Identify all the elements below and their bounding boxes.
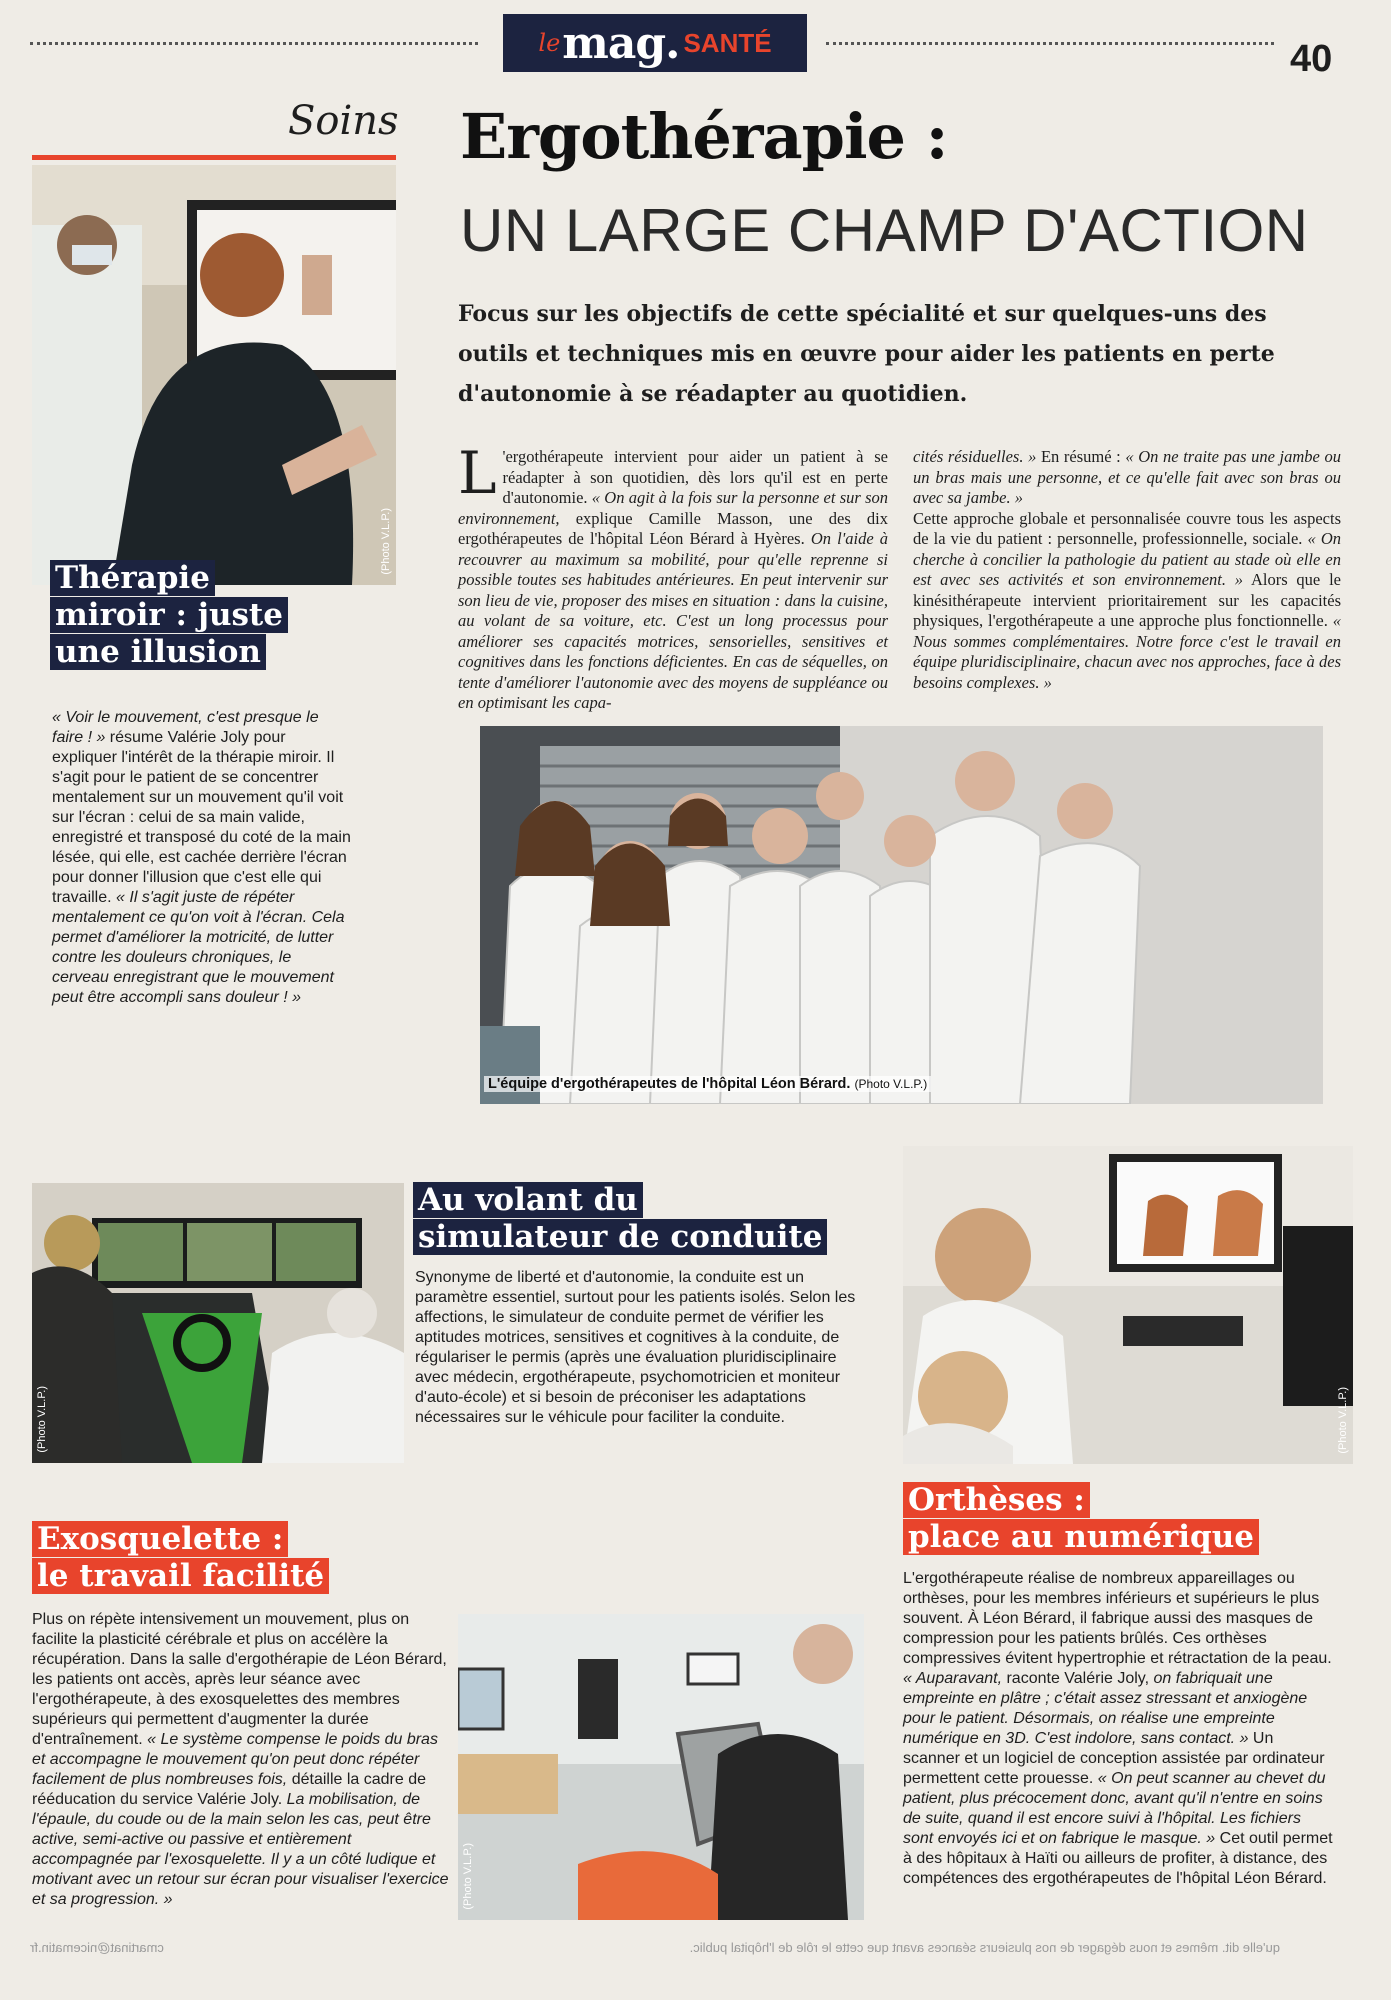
page-number: 40 (1290, 38, 1333, 80)
exoskeleton-photo (458, 1614, 864, 1920)
title-line: une illusion (50, 634, 266, 670)
masthead-section: SANTÉ (683, 27, 772, 58)
intro-quote: « On agit à la fois sur la personne et sur son environnement, (458, 488, 888, 528)
driving-simulator-body: Synonyme de liberté et d'autonomie, la conduite est un paramètre essentiel, surtout pour les patients isolés. Selon les affections, le simulateur de conduite permet de vérifier les aptitudes motrices, sensitives et cognitives à la conduite, de régulariser le permis (après une évaluation pluridisciplinaire avec médecin, ergothérapeute, psychomotricien et moniteur d'auto-école) et si besoin de préconiser les adaptations nécessaires sur le véhicule pour faciliter la conduite. (415, 1269, 856, 1426)
driving-simulator-title (413, 1182, 883, 1256)
intro-text: explique Camille Masson, une des dix ergothérapeutes de l'hôpital Léon Bérard à Hyères. (458, 508, 888, 548)
photo-credit: (Photo V.L.P.) (380, 508, 392, 575)
driving-simulator-photo (32, 1183, 404, 1463)
intro-column-2 (913, 447, 1341, 693)
intro-text: Cette approche globale et personnalisée couvre tous les aspects de la vie du patient : personnelle, professionnelle, sociale. (913, 508, 1341, 548)
rubric-underline (32, 155, 396, 160)
headline: Ergothérapie : (460, 100, 948, 173)
photo-credit: (Photo V.L.P.) (1337, 1387, 1349, 1454)
text: Un scanner et un logiciel de conception assistée par ordinateur permettent cette prouesse. (903, 1730, 1325, 1787)
quote: « On peut scanner au chevet du patient, plus précocement donc, avant qu'il n'entre en soins de suite, quand il est encore suivi à l'hôpital. Les fichiers sont envoyés ici et on fabrique le masque. » (903, 1770, 1326, 1847)
mirror-therapy-title (50, 560, 370, 671)
title-line: Exosquelette : (32, 1521, 288, 1557)
intro-quote: « On cherche à concilier la pathologie du patient au stade où elle en est avec ses activités et son environnement. » (913, 529, 1341, 589)
text: raconte Valérie Joly, (1002, 1670, 1154, 1687)
orthoses-body (903, 1569, 1333, 1889)
text: L'ergothérapeute réalise de nombreux appareillages ou orthèses, pour les membres inférieurs et supérieurs le plus souvent. À Léon Bérard, il fabrique aussi des masques de compression pour les patients brûlés. Ces orthèses compressives évitent hypertrophie et rétractation de la peau. (903, 1570, 1332, 1667)
exoskeleton-body (32, 1610, 450, 1910)
title-line: Thérapie (50, 560, 215, 596)
title-line: place au numérique (903, 1519, 1259, 1555)
header-rule-left (30, 42, 478, 45)
text: détaille la cadre de rééducation du service Valérie Joly. (32, 1771, 427, 1808)
intro-column-1 (458, 439, 888, 714)
title-line: Au volant du (413, 1182, 643, 1218)
intro-quote: « On ne traite pas une jambe ou un bras mais une personne, et ce qu'elle fait avec son bras ou avec sa jambe. » (913, 447, 1341, 507)
team-photo (480, 726, 1323, 1104)
masthead (503, 14, 807, 72)
dropcap: L (458, 439, 497, 507)
intro-text: En résumé : (1036, 447, 1126, 466)
photo-credit: (Photo V.L.P.) (462, 1843, 474, 1910)
text: résume Valérie Joly pour expliquer l'intérêt de la thérapie miroir. Il s'agit pour le patient de se concentrer mentalement sur un mouvement qu'il voit sur l'écran : celui de sa main valide, enregistré et transposé du coté de la main lésée, qui elle, est cachée derrière l'écran pour donner l'illusion que c'est elle qui travaille. (52, 729, 351, 906)
mirror-therapy-photo (32, 165, 396, 585)
title-line: simulateur de conduite (413, 1219, 827, 1255)
quote: « Le système compense le poids du bras et accompagne le mouvement qu'on peut donc répéter facilement de plus nombreuses fois, (32, 1731, 438, 1788)
title-line: miroir : juste (50, 597, 288, 633)
masthead-mag: mag. (562, 17, 680, 69)
team-caption-text: L'équipe d'ergothérapeutes de l'hôpital Léon Bérard. (488, 1076, 851, 1092)
rubric: Soins (288, 98, 399, 144)
mirror-therapy-body (52, 708, 352, 1008)
header-rule-right (826, 42, 1274, 45)
intro-quote: On l'aide à recouvrer au maximum sa mobilité, pour qu'elle reprenne si possible toutes ses habitudes antérieures. En peut intervenir sur son lieu de vie, proposer des mises en situation : dans la cuisine, au volant de sa voiture, etc. C'est un long processus pour améliorer ses capacités motrices, sensorielles, sensitives et cognitives dans les fonctions déficientes. En cas de séquelles, on tente d'améliorer l'autonomie avec des moyens de suppléance ou en optimisant les capa- (458, 529, 888, 712)
quote: « Voir le mouvement, c'est presque le faire ! » (52, 709, 319, 746)
quote: La mobilisation, de l'épaule, du coude ou de la main selon les cas, peut être active, semi-active ou passive et entièrement accompagnée par l'exosquelette. Il y a un côté ludique et motivant avec un retour sur écran pour visualiser l'exercice et sa progression. » (32, 1791, 449, 1908)
exoskeleton-title (32, 1521, 392, 1595)
intro-quote: « Nous sommes complémentaires. Notre force c'est le travail en équipe pluridisciplinaire, chacun avec nos approches, face à des besoins complexes. » (913, 611, 1341, 692)
orthoses-title (903, 1482, 1323, 1556)
text: Plus on répète intensivement un mouvement, plus on facilite la plasticité cérébrale et plus on accélère la récupération. Dans la salle d'ergothérapie de Léon Bérard, les patients ont accès, après leur séance avec l'ergothérapeute, à des exosquelettes des membres supérieurs qui permettent d'augmenter la durée d'entraînement. (32, 1611, 447, 1748)
intro-text: Alors que le kinésithérapeute intervient prioritairement sur les capacités physiques, l'ergothérapeute a une approche plus fonctionnelle. (913, 570, 1341, 630)
masthead-le: le (538, 29, 561, 57)
team-caption (484, 1076, 931, 1092)
quote: on fabriquait une empreinte en plâtre ; c'était assez stressant et anxiogène pour le patient. Désormais, on réalise une empreinte numérique en 3D. C'est indolore, sans contact. » (903, 1670, 1308, 1747)
text: Cet outil permet à des hôpitaux à Haïti ou ailleurs de profiter, à distance, des compétences des ergothérapeutes de l'hôpital Léon Bérard. (903, 1830, 1333, 1887)
title-line: le travail facilité (32, 1558, 329, 1594)
title-line: Orthèses : (903, 1482, 1090, 1518)
footer-email: cmartinat@nicematin.fr (30, 1940, 164, 1955)
lede: Focus sur les objectifs de cette spécialité et sur quelques-uns des outils et techniques mis en œuvre pour aider les patients en perte d'autonomie à se réadapter au quotidien. (458, 301, 1275, 407)
photo-credit: (Photo V.L.P.) (36, 1386, 48, 1453)
quote: « Il s'agit juste de répéter mentalement ce qu'on voit à l'écran. Cela permet d'améliorer la motricité, de lutter contre les douleurs chroniques, le cerveau enregistrant que le mouvement peut être accompli sans douleur ! » (52, 889, 345, 1006)
team-caption-credit: (Photo V.L.P.) (854, 1077, 928, 1091)
subheadline: UN LARGE CHAMP D'ACTION (460, 197, 1309, 264)
footer-show-through: qu'elle dit. mêmes et nous dégager de nos plusieurs séances avant que cette le rôle de l'hôpital public. (689, 1940, 1280, 1955)
quote: « Auparavant, (903, 1670, 1003, 1687)
scan-photo (903, 1146, 1353, 1464)
intro-quote: cités résiduelles. » (913, 447, 1037, 466)
intro-text: 'ergothérapeute intervient pour aider un patient à se réadapter à son quotidien, dès lors qu'il est en perte d'autonomie. (502, 447, 888, 507)
